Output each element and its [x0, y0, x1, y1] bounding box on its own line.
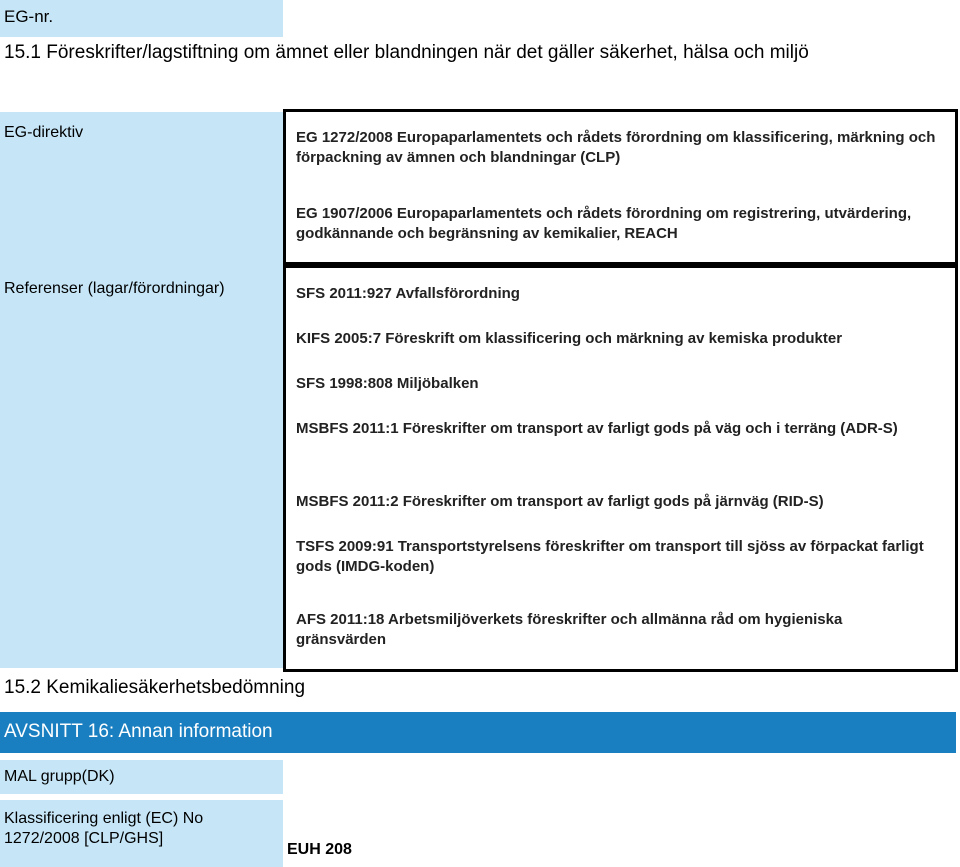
referenser-box: [283, 265, 958, 672]
section-15-1-title: 15.1 Föreskrifter/lagstiftning om ämnet eller blandningen när det gäller säkerhet, hälsa och miljö: [4, 42, 809, 63]
section-16-banner: [0, 712, 956, 753]
eg-nr-cell: [0, 0, 283, 37]
reference-entry: AFS 2011:18 Arbetsmiljöverkets föreskrifter och allmänna råd om hygieniska gränsvärden: [296, 611, 843, 648]
directive-entry: EG 1907/2006 Europaparlamentets och rådets förordning om registrering, utvärdering, godkännande och begränsning av kemikalier, REACH: [296, 205, 912, 242]
section-16-banner-text: AVSNITT 16: Annan information: [4, 721, 273, 742]
reference-entry: SFS 2011:927 Avfallsförordning: [296, 285, 520, 302]
mal-grupp-label: MAL grupp(DK): [4, 768, 115, 785]
eg-direktiv-label: EG-direktiv: [4, 124, 84, 141]
referenser-label: Referenser (lagar/förordningar): [4, 280, 225, 297]
reference-entry: SFS 1998:808 Miljöbalken: [296, 375, 479, 392]
left-label-column: [0, 112, 283, 668]
reference-entry: MSBFS 2011:2 Föreskrifter om transport av farligt gods på järnväg (RID-S): [296, 493, 824, 510]
directive-entry: EG 1272/2008 Europaparlamentets och rådets förordning om klassificering, märkning och förpackning av ämnen och blandningar (CLP): [296, 129, 936, 166]
eg-direktiv-box: [283, 109, 958, 265]
reference-entry: MSBFS 2011:1 Föreskrifter om transport av farligt gods på väg och i terräng (ADR-S): [296, 420, 898, 437]
mal-grupp-cell: [0, 760, 283, 794]
reference-entry: KIFS 2005:7 Föreskrift om klassificering och märkning av kemiska produkter: [296, 330, 843, 347]
section-15-2-title: 15.2 Kemikaliesäkerhetsbedömning: [4, 677, 306, 698]
reference-entry: TSFS 2009:91 Transportstyrelsens föreskrifter om transport till sjöss av förpackat farligt gods (IMDG-koden): [296, 538, 924, 575]
euh-statement: EUH 208: [287, 841, 352, 858]
eg-nr-label: EG-nr.: [4, 7, 54, 26]
klassificering-label: Klassificering enligt (EC) No 1272/2008 [CLP/GHS]: [4, 810, 204, 847]
klassificering-cell: [0, 800, 283, 867]
